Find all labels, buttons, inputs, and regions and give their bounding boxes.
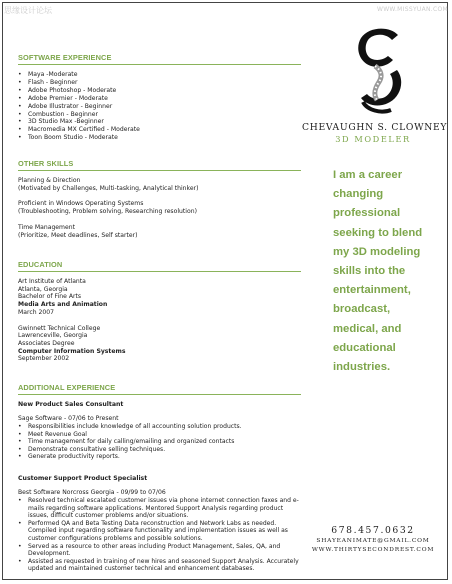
school-degree: Bachelor of Fine Arts	[18, 293, 82, 301]
school-date: March 2007	[18, 308, 55, 316]
pitch-line: educational	[333, 341, 396, 354]
list-item: • Resolved technical escalated customer issues via phone internet connection faxes and e-mails regarding software applications. Mentored Support Analysis regarding product issues, difficult customer problems and/or situations.	[18, 497, 301, 520]
watermark-left: 思缘设计论坛	[4, 6, 52, 15]
list-item: • Adobe Photoshop - Moderate	[18, 87, 301, 95]
job-company: Sage Software - 07/06 to Present	[18, 415, 119, 423]
experience-heading: ADDITIONAL EXPERIENCE	[18, 383, 301, 395]
skill-detail: (Motivated by Challenges, Multi-tasking, Analytical thinker)	[18, 184, 199, 192]
job-title: New Product Sales Consultant	[18, 401, 124, 409]
candidate-title: 3D MODELER	[335, 134, 411, 144]
list-item: • Responsibilities include knowledge of all accounting solution products.	[18, 423, 301, 431]
contact-block	[300, 524, 446, 554]
list-item: • Macromedia MX Certified - Moderate	[18, 126, 301, 134]
job-duties	[18, 423, 301, 461]
list-item: • Generate productivity reports.	[18, 453, 301, 461]
list-item: • Served as a resource to other areas including Product Management, Sales, QA, and Development.	[18, 543, 301, 558]
skills-heading: OTHER SKILLS	[18, 159, 301, 171]
list-item: • Performed QA and Beta Testing Data reconstruction and Network Labs as needed. Compiled input regarding software functionality and implementation issues as well as customer configurations problems and possible solutions.	[18, 520, 301, 543]
list-item: • Demonstrate consultative selling techniques.	[18, 446, 301, 454]
education-heading: EDUCATION	[18, 260, 301, 272]
school-location: Lawrenceville, Georgia	[18, 332, 88, 340]
list-item: • Toon Boom Studio - Moderate	[18, 134, 301, 142]
pitch-line: skills into the	[333, 265, 406, 278]
watermark-right: WWW.MISSYUAN.COM	[376, 6, 448, 13]
list-item: • 3D Studio Max -Beginner	[18, 118, 301, 126]
school-location: Atlanta, Georgia	[18, 285, 68, 293]
contact-website[interactable]: WWW.THIRTYSECONDREST.COM	[311, 546, 435, 553]
school-major: Computer Information Systems	[18, 347, 126, 355]
pitch-line: medical, and	[333, 322, 402, 335]
pitch-statement	[333, 166, 447, 377]
skill-title: Time Management	[18, 223, 75, 231]
list-item: • Maya -Moderate	[18, 71, 301, 79]
pitch-line: industries.	[333, 361, 391, 374]
software-list	[18, 71, 301, 142]
list-item: • Combustion - Beginner	[18, 111, 301, 119]
job-title: Customer Support Product Specialist	[18, 475, 148, 483]
list-item: • Flash - Beginner	[18, 79, 301, 87]
skill-detail: (Prioritize, Meet deadlines, Self starter)	[18, 231, 138, 239]
pitch-line: seeking to blend	[333, 226, 423, 239]
skill-title: Proficient in Windows Operating Systems	[18, 200, 144, 208]
software-heading: SOFTWARE EXPERIENCE	[18, 53, 301, 65]
job-duties	[18, 497, 301, 573]
candidate-name: CHEVAUGHN S. CLOWNEY	[302, 122, 448, 133]
skill-detail: (Troubleshooting, Problem solving, Researching resolution)	[18, 208, 197, 216]
software-section	[18, 53, 301, 142]
list-item: • Time management for daily calling/emailing and organized contacts	[18, 438, 301, 446]
pitch-line: professional	[333, 207, 401, 220]
list-item: • Meet Revenue Goal	[18, 431, 301, 439]
list-item: • Adobe Premier - Moderate	[18, 95, 301, 103]
school-degree: Associates Degree	[18, 339, 75, 347]
school-name: Gwinnett Technical College	[18, 324, 101, 332]
experience-section	[18, 383, 301, 573]
education-section	[18, 260, 301, 363]
pitch-line: entertainment,	[333, 284, 411, 297]
school-date: September 2002	[18, 355, 70, 363]
pitch-line: broadcast,	[333, 303, 391, 316]
pitch-line: I am a career	[333, 169, 403, 181]
pitch-line: changing	[333, 188, 384, 201]
list-item: • Adobe Illustrator - Beginner	[18, 103, 301, 111]
skills-section	[18, 159, 301, 239]
list-item: • Assisted as requested in training of new hires and seasoned Support Analysis. Accurately updated and maintained customer technical and enhancement databases.	[18, 558, 301, 573]
school-major: Media Arts and Animation	[18, 301, 108, 309]
job-company: Best Software Norcross Georgia - 09/99 to 07/06	[18, 489, 166, 497]
cc-logo-icon	[355, 26, 405, 116]
pitch-line: my 3D modeling	[333, 245, 421, 258]
contact-phone: 678.457.0632	[331, 525, 415, 536]
contact-email[interactable]: SHAYEANIMATE@GMAIL.COM	[316, 538, 430, 544]
skill-title: Planning & Direction	[18, 177, 81, 184]
school-name: Art Institute of Atlanta	[18, 278, 86, 285]
